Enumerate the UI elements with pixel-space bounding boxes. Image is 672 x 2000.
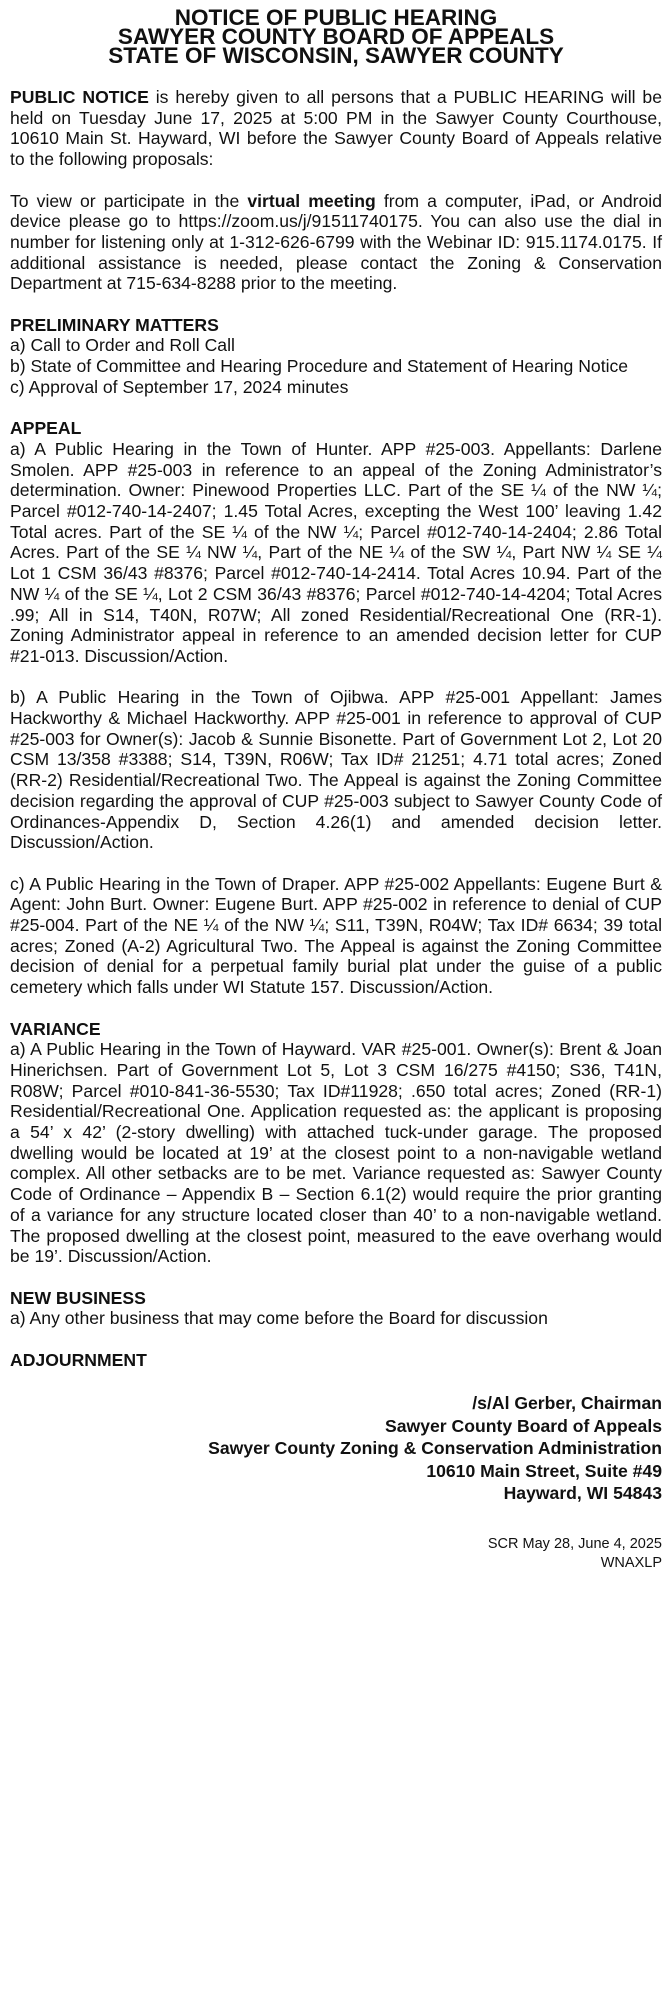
signature-street: 10610 Main Street, Suite #49 bbox=[426, 1460, 662, 1481]
notice-header bbox=[10, 5, 662, 68]
publication-dates: SCR May 28, June 4, 2025 bbox=[487, 1535, 662, 1552]
new-business-section bbox=[10, 1288, 662, 1329]
signature-administration: Sawyer County Zoning & Conservation Administration bbox=[208, 1438, 662, 1459]
signature-block bbox=[10, 1392, 662, 1505]
signature-board: Sawyer County Board of Appeals bbox=[385, 1415, 662, 1436]
preliminary-section bbox=[10, 315, 662, 398]
virtual-before: To view or participate in the bbox=[10, 190, 248, 211]
intro-lead: PUBLIC NOTICE bbox=[10, 87, 149, 107]
adjournment-title: ADJOURNMENT bbox=[10, 1349, 147, 1370]
publication-footer bbox=[10, 1535, 662, 1573]
publication-code: WNAXLP bbox=[600, 1554, 662, 1571]
preliminary-title: PRELIMINARY MATTERS bbox=[10, 314, 219, 335]
appeal-item-a: a) A Public Hearing in the Town of Hunter. APP #25-003. Appellants: Darlene Smolen. APP #25-003 in reference to an appeal of the Zoning Administrator’s determination. Owner: Pinewood Properties LLC. Part of the SE ¼ of the NW ¼; Parcel #012-740-14-2407; 1.45 Total Acres, excepting the West 100’ leaving 1.42 Total acres. Part of the SE ¼ of the NW ¼; Parcel #012-740-14-2404; 2.86 Total Acres. Part of the SE ¼ NW ¼, Part of the NE ¼ of the SW ¼, Part NW ¼ SE ¼ Lot 1 CSM 36/43 #8376; Parcel #012-740-14-2414. Total Acres 10.94. Part of the NW ¼ of the SE ¼, Lot 2 CSM 36/43 #8376; Parcel #012-740-14-4204; Total Acres .99; All in S14, T40N, R07W; All zoned Residential/Recreational One (RR-1). Zoning Administrator appeal in reference to an amended decision letter for CUP #21-013. Discussion/Action. bbox=[10, 438, 662, 666]
variance-section bbox=[10, 1019, 662, 1267]
adjournment-section bbox=[10, 1350, 662, 1371]
notice-title: NOTICE OF PUBLIC HEARING bbox=[174, 5, 498, 30]
preliminary-item-b: b) State of Committee and Hearing Procedure and Statement of Hearing Notice bbox=[10, 356, 629, 377]
new-business-item-a: a) Any other business that may come before the Board for discussion bbox=[10, 1308, 548, 1329]
preliminary-item-c: c) Approval of September 17, 2024 minutes bbox=[10, 376, 349, 397]
appeal-item-b: b) A Public Hearing in the Town of Ojibwa. APP #25-001 Appellant: James Hackworthy & Michael Hackworthy. APP #25-001 in reference to approval of CUP #25-003 for Owner(s): Jacob & Sunnie Bisonette. Part of Government Lot 2, Lot 20 CSM 13/358 #3388; S14, T39N, R06W; Tax ID# 21251; 4.71 total acres; Zoned (RR-2) Residential/Recreational Two. The Appeal is against the Zoning Committee decision regarding the approval of CUP #25-003 subject to Sawyer County Code of Ordinances-Appendix D, Section 4.26(1) and amended decision letter. Discussion/Action. bbox=[10, 687, 662, 853]
preliminary-item-a: a) Call to Order and Roll Call bbox=[10, 335, 235, 356]
virtual-meeting-bold: virtual meeting bbox=[247, 190, 376, 211]
appeal-title: APPEAL bbox=[10, 418, 82, 439]
virtual-meeting-paragraph bbox=[10, 191, 662, 295]
appeal-item-c: c) A Public Hearing in the Town of Draper. APP #25-002 Appellants: Eugene Burt & Agent: John Burt. Owner: Eugene Burt. APP #25-002 in reference to denial of CUP #25-004. Part of the NE ¼ of the NW ¼; S11, T39N, R04W; Tax ID# 6634; 39 total acres; Zoned (A-2) Agricultural Two. The Appeal is against the Zoning Committee decision of denial for a perpetual family burial plat under the guise of a public cemetery which falls under WI Statute 157. Discussion/Action. bbox=[10, 873, 662, 998]
virtual-after: from a computer, iPad, or Android device please go to https://zoom.us/j/91511740175. You can also use the dial in number for listening only at 1-312-626-6799 with the Webinar ID: 915.1174.0175. If additional assistance is needed, please contact the Zoning & Conservation Department at 715-634-8288 prior to the meeting. bbox=[10, 190, 662, 294]
new-business-title: NEW BUSINESS bbox=[10, 1287, 146, 1308]
signature-chairman: /s/Al Gerber, Chairman bbox=[472, 1393, 662, 1414]
intro-text: is hereby given to all persons that a PUBLIC HEARING will be held on Tuesday June 17, 2025 at 5:00 PM in the Sawyer County Courthouse, 10610 Main St. Hayward, WI before the Sawyer County Board of Appeals relative to the following proposals: bbox=[10, 87, 662, 170]
appeal-section bbox=[10, 418, 662, 998]
signature-city: Hayward, WI 54843 bbox=[503, 1483, 662, 1504]
notice-jurisdiction: STATE OF WISCONSIN, SAWYER COUNTY bbox=[108, 43, 564, 68]
notice-board: SAWYER COUNTY BOARD OF APPEALS bbox=[117, 24, 555, 49]
variance-title: VARIANCE bbox=[10, 1018, 101, 1039]
variance-item-a: a) A Public Hearing in the Town of Hayward. VAR #25-001. Owner(s): Brent & Joan Hinerichsen. Part of Government Lot 5, Lot 3 CSM 16/275 #4150; S36, T41N, R08W; Parcel #010-841-36-5530; Tax ID#11928; .650 total acres; Zoned (RR-1) Residential/Recreational One. Application requested as: the applicant is proposing a 54’ x 42’ (2-story dwelling) with attached tuck-under garage. The proposed dwelling would be located at 19’ at the closest point to a non-navigable wetland complex. All other setbacks are to be met. Variance requested as: Sawyer County Code of Ordinance – Appendix B – Section 6.1(2) would require the prior granting of a variance for any structure located closer than 40’ to a non-navigable wetland. The proposed dwelling at the closest point, measured to the eave overhang would be 19’. Discussion/Action. bbox=[10, 1039, 662, 1267]
intro-paragraph bbox=[10, 87, 662, 170]
